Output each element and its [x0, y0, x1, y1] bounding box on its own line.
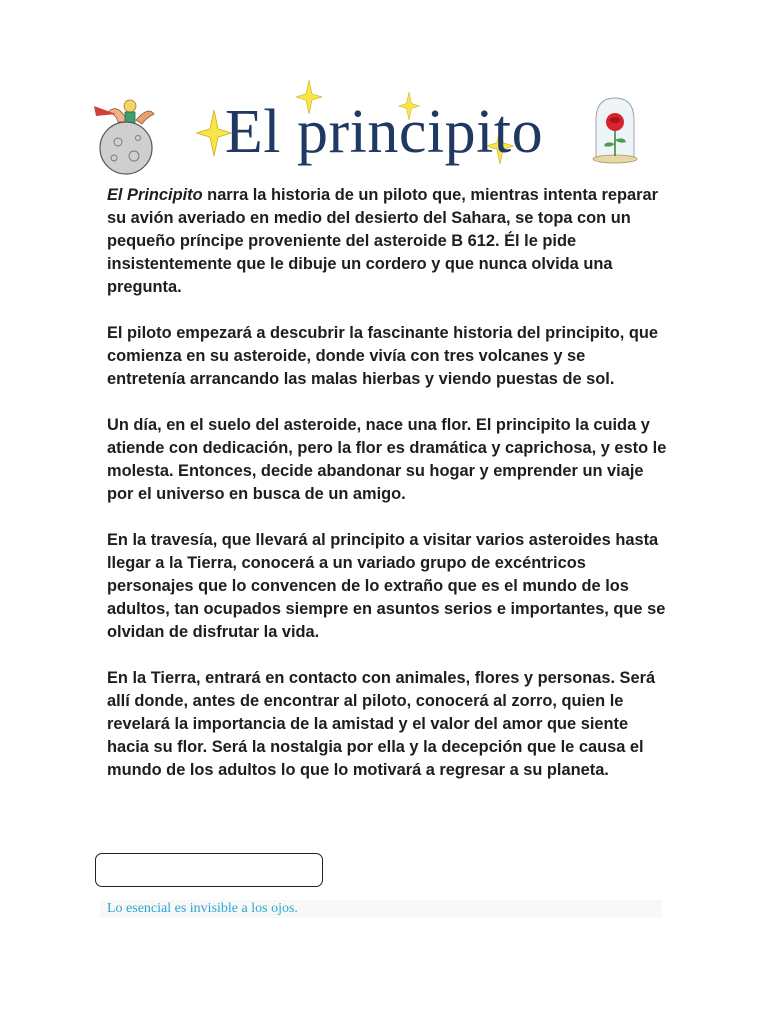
story-text	[107, 184, 667, 805]
page-title: El principito	[224, 98, 544, 166]
header	[0, 0, 768, 190]
paragraph: Un día, en el suelo del asteroide, nace una flor. El principito la cuida y atiende con dedicación, pero la flor es dramática y caprichosa, y esto le molesta. Entonces, decide abandonar su hogar y emprender un viaje por el universo en busca de un amigo.	[107, 416, 667, 503]
paragraph: En la travesía, que llevará al principito a visitar varios asteroides hasta llegar a la Tierra, conocerá a un variado grupo de excéntricos personajes que lo convencen de lo extraño que es el mundo de los adultos, tan ocupados siempre en asuntos serios e importantes, que se olvidan de disfrutar la vida.	[107, 531, 666, 641]
quote: Lo esencial es invisible a los ojos.	[100, 900, 662, 918]
paragraph	[107, 184, 667, 299]
highlight-box	[95, 853, 323, 887]
paragraph: En la Tierra, entrará en contacto con animales, flores y personas. Será allí donde, antes de encontrar al piloto, conocerá al zorro, quien le revelará la importancia de la amistad y el valor del amor que siente hacia su flor. Será la nostalgia por ella y la decepción que le causa el mundo de los adultos lo que lo motivará a regresar a su planeta.	[107, 669, 656, 779]
rose-under-glass-icon	[590, 96, 640, 166]
book-title: El Principito	[107, 186, 203, 204]
paragraph: El piloto empezará a descubrir la fascinante historia del principito, que comienza en su asteroide, donde vivía con tres volcanes y se entretenía arrancando las malas hierbas y viendo puestas de sol.	[107, 324, 659, 388]
paragraph-text: narra la historia de un piloto que, mientras intenta reparar su avión averiado en medio del desierto del Sahara, se topa con un pequeño príncipe proveniente del asteroide B 612. Él le pide insistentemente que le dibuje un cordero y que nunca olvida una pregunta.	[107, 186, 659, 296]
